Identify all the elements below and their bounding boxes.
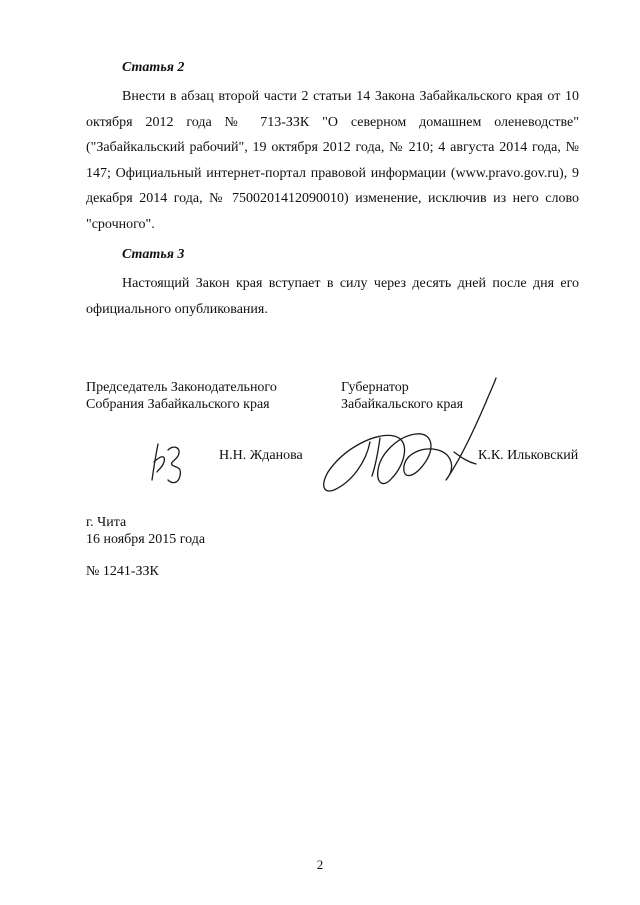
governor-title-line2: Забайкальского края xyxy=(341,397,464,412)
chair-title-line1: Председатель Законодательного xyxy=(86,380,277,395)
chair-name: Н.Н. Жданова xyxy=(219,448,303,463)
city: г. Чита xyxy=(86,515,127,530)
law-number: № 1241-ЗЗК xyxy=(86,564,159,579)
chair-signature xyxy=(148,432,196,488)
article-2-text: Внести в абзац второй части 2 статьи 14 Закона Забайкальского края от 10 октября 2012 года № 713-ЗЗК "О северном домашнем оленеводстве" ("Забайкальский рабочий", 19 октября 2012 года, № 210; 4 августа 2014 года, № 147; Официальный интернет-портал правовой информации (www.pravo.gov.ru), 9 декабря 2014 года, № 7500201412090010) изменение, исключив из него слово "срочного". xyxy=(86,89,579,232)
governor-title-line1: Губернатор xyxy=(341,380,409,395)
chair-title-line2: Собрания Забайкальского края xyxy=(86,397,270,412)
place-and-date xyxy=(86,514,205,548)
article-2-heading: Статья 2 xyxy=(122,60,185,75)
signing-date: 16 ноября 2015 года xyxy=(86,532,206,547)
governor-name: К.К. Ильковский xyxy=(478,448,579,463)
page-number: 2 xyxy=(316,857,324,872)
article-3-text: Настоящий Закон края вступает в силу через десять дней после дня его официального опубликования. xyxy=(86,276,579,317)
governor-signature xyxy=(318,372,506,512)
article-3-heading: Статья 3 xyxy=(122,247,185,262)
chair-title xyxy=(86,379,277,413)
